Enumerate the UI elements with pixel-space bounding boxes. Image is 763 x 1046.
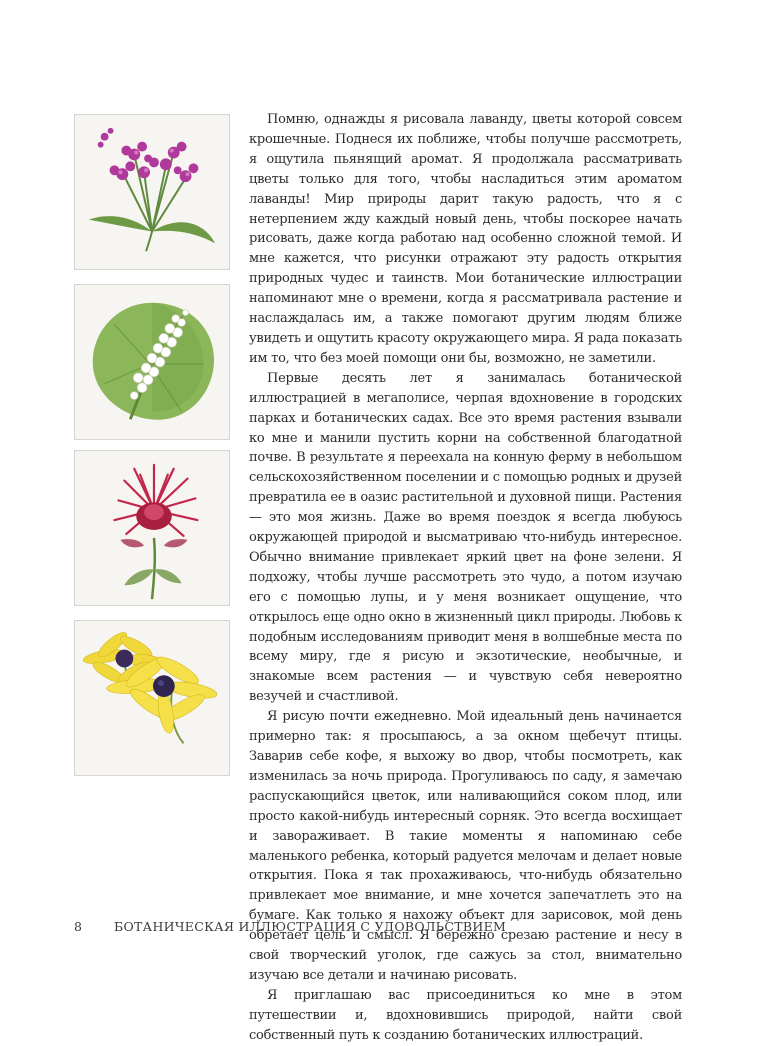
lily-leaf-illustration <box>74 284 230 440</box>
page-number: 8 <box>74 919 83 934</box>
page-footer <box>74 919 506 934</box>
paragraph: Первые десять лет я занималась ботанической иллюстрацией в мегаполисе, черпая вдохновение в городских парках и ботанических садах. Все это время растения взывали ко мне и манили пустить корни на собственной благодатной почве. В результате я переехала на конную ферму в небольшом сельскохозяйственном поселении и с помощью родных и друзей превратила ее в оазис растительной и духовной пищи. Растения — это моя жизнь. Даже во время поездок я всегда любуюсь окружающей природой и высматриваю что-нибудь интересное. Обычно внимание привлекает яркий цвет на фоне зелени. Я подхожу, чтобы лучше рассмотреть это чудо, а потом изучаю его с помощью лупы, и у меня возникает ощущение, что открылось еще одно окно в жизненный цикл природы. Любовь к подобным исследованиям приводит меня в волшебные места по всему миру, где я рисую и экзотические, необычные, и знакомые всем растения — и чувствую себя невероятно везучей и счастливой. <box>249 370 682 705</box>
body-text <box>249 110 682 1046</box>
lavender-illustration <box>74 114 230 270</box>
paragraph: Я приглашаю вас присоединиться ко мне в этом путешествии и, вдохновившись природой, найти свой собственный путь к созданию ботанических иллюстраций. <box>249 987 682 1043</box>
paragraph: Помню, однажды я рисовала лаванду, цветы которой совсем крошечные. Поднеся их поближе, чтобы получше рассмотреть, я ощутила пьянящий аромат. Я продолжала рассматривать цветы только для того, чтобы насладиться этим ароматом лаванды! Мир природы дарит такую радость, что я с нетерпением жду каждый новый день, чтобы поскорее начать рисовать, даже когда работаю над особенно сложной темой. И мне кажется, что рисунки отражают эту радость открытия природных чудес и таинств. Мои ботанические иллюстрации напоминают мне о времени, когда я рассматривала растение и наслаждалась им, а также помогают другим людям ближе увидеть и ощутить красоту окружающего мира. Я рада показать им то, что без моей помощи они бы, возможно, не заметили. <box>249 112 682 366</box>
paragraph: Я рисую почти ежедневно. Мой идеальный день начинается примерно так: я просыпаюсь, а за окном щебечут птицы. Заварив себе кофе, я выхожу во двор, чтобы посмотреть, как изменилась за ночь природа. Прогуливаюсь по саду, я замечаю распускающийся цветок, или наливающийся соком плод, или просто какой-нибудь интересный сорняк. Это всегда восхищает и завораживает. В такие моменты я напоминаю себе маленького ребенка, который радуется мелочам и делает новые открытия. Пока я так прохаживаюсь, что-нибудь обязательно привлекает мое внимание, и мне хочется запечатлеть это на бумаге. Как только я нахожу объект для зарисовок, мой день обретает цель и смысл. Я бережно срезаю растение и несу в свой творческий уголок, где сажусь за стол, внимательно изучаю все детали и начинаю рисовать. <box>249 709 682 983</box>
running-title: БОТАНИЧЕСКАЯ ИЛЛЮСТРАЦИЯ С УДОВОЛЬСТВИЕМ <box>114 919 507 934</box>
monarda-illustration <box>74 450 230 606</box>
rudbeckia-illustration <box>74 620 230 776</box>
